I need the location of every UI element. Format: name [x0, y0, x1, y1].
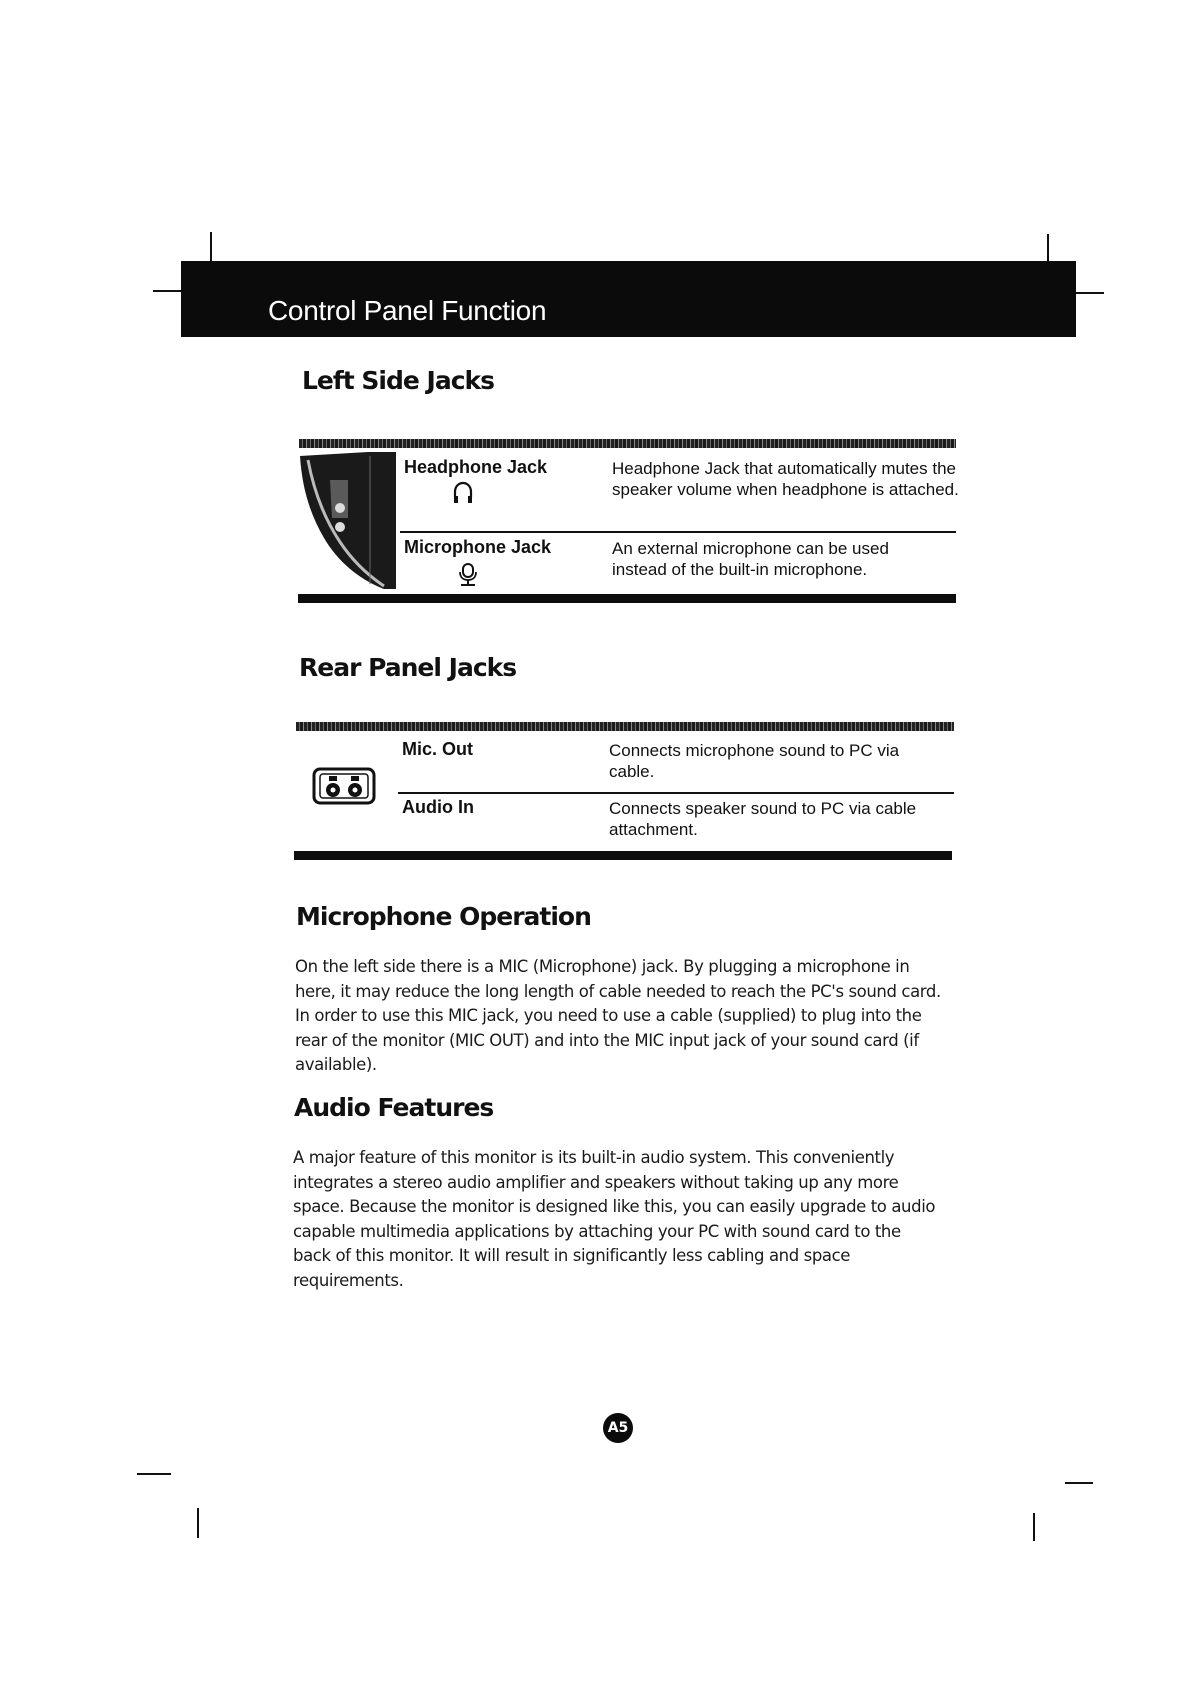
rear-panel-jacks-title: Rear Panel Jacks	[299, 653, 517, 682]
page-title: Control Panel Function	[268, 295, 547, 326]
headphone-jack-label: Headphone Jack	[404, 457, 548, 477]
audio-in-description: Connects speaker sound to PC via cable attachment.	[609, 799, 917, 839]
crop-mark	[210, 232, 212, 262]
audio-in-label: Audio In	[402, 797, 474, 817]
audio-features-body: A major feature of this monitor is its built-in audio system. This conveniently integrates a stereo audio amplifier and speakers without taking up any more space. Because the monitor is designed like this, you can easily upgrade to audio capable multimedia applications by attaching your PC with sound card to the back of this monitor. It will result in significantly less cabling and space requirements.	[293, 1148, 936, 1290]
page-number-badge: A5	[603, 1413, 633, 1443]
crop-mark	[137, 1473, 171, 1475]
mic-out-label: Mic. Out	[402, 739, 473, 759]
audio-features-title: Audio Features	[294, 1093, 494, 1122]
monitor-side-illustration	[300, 452, 400, 592]
crop-mark	[197, 1508, 199, 1538]
crop-mark	[1065, 1482, 1093, 1484]
crop-mark	[153, 290, 181, 292]
table-top-rule	[299, 439, 956, 448]
headphone-icon	[452, 481, 474, 505]
left-side-jacks-title: Left Side Jacks	[302, 366, 495, 395]
table-bottom-rule	[294, 851, 952, 860]
header-bar	[181, 261, 1076, 337]
mic-out-description: Connects microphone sound to PC via cable.	[609, 741, 900, 781]
headphone-jack-description: Headphone Jack that automatically mutes the speaker volume when headphone is attached.	[612, 459, 959, 499]
microphone-jack-description: An external microphone can be used instead of the built-in microphone.	[612, 539, 889, 579]
table-row-divider	[400, 531, 956, 533]
table-bottom-rule	[298, 594, 956, 603]
crop-mark	[1076, 292, 1104, 294]
microphone-jack-label: Microphone Jack	[404, 537, 552, 557]
crop-mark	[1033, 1513, 1035, 1541]
microphone-icon	[458, 563, 478, 587]
rear-jacks-icon	[312, 765, 378, 807]
microphone-operation-title: Microphone Operation	[296, 902, 591, 931]
table-top-rule	[296, 722, 954, 731]
table-row-divider	[398, 792, 954, 794]
crop-mark	[1047, 234, 1049, 262]
microphone-operation-body: On the left side there is a MIC (Microphone) jack. By plugging a microphone in here, it may reduce the long length of cable needed to reach the PC's sound card. In order to use this MIC jack, you need to use a cable (supplied) to plug into the rear of the monitor (MIC OUT) and into the MIC input jack of your sound card (if available).	[295, 957, 941, 1074]
